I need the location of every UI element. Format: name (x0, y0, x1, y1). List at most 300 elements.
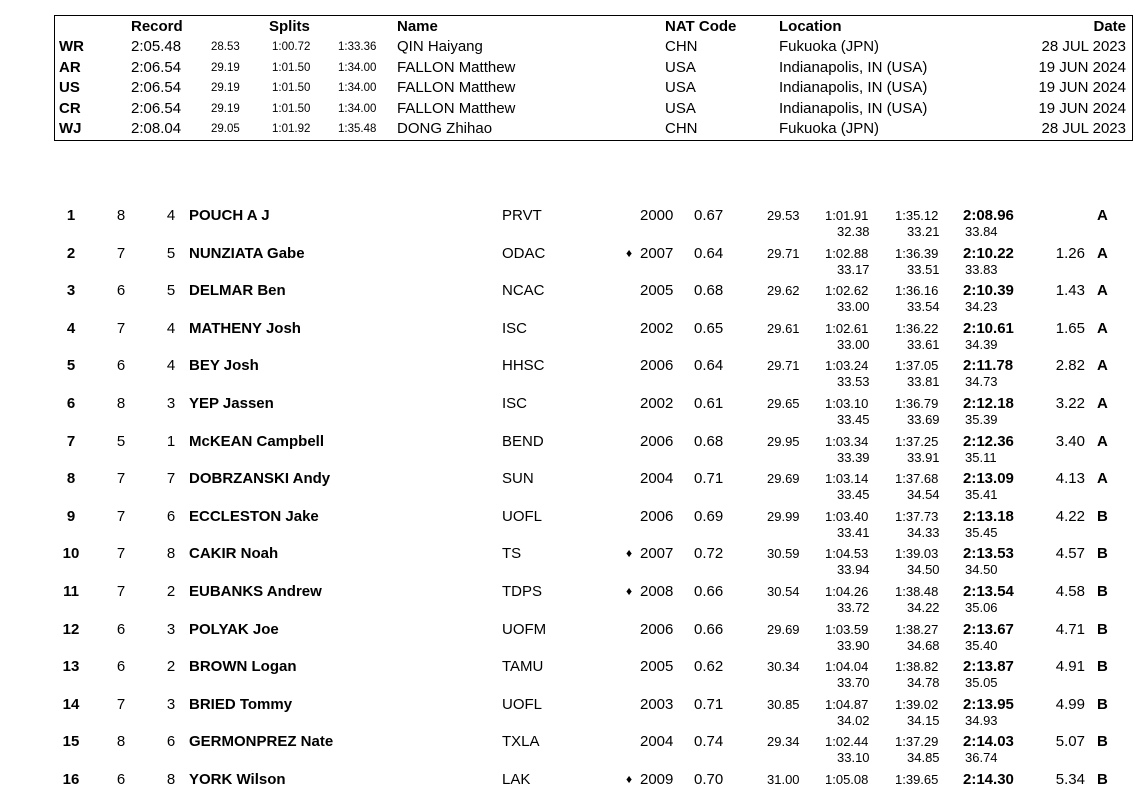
time-behind: 1.43 (1055, 282, 1085, 300)
split-50: 29.71 (767, 245, 800, 261)
team-code: ISC (502, 395, 528, 412)
swimmer-name: BEY Josh (189, 357, 259, 375)
record-time: 2:06.54 (131, 99, 182, 117)
split-50: 29.69 (767, 471, 800, 487)
record-nat-code: USA (665, 79, 696, 97)
split-100: 1:04.04 (825, 659, 869, 675)
record-code: WR (59, 38, 84, 55)
record-nat-code: CHN (665, 38, 698, 55)
split-50: 29.99 (767, 508, 800, 524)
diamond-marker: ♦ (626, 245, 633, 260)
record-split-100: 1:01.50 (272, 102, 311, 115)
split-150: 1:39.02 (895, 696, 939, 712)
reaction-time: 0.64 (694, 357, 724, 375)
time-behind: 4.71 (1055, 620, 1085, 638)
result-place: 3 (66, 282, 76, 300)
final-time: 2:13.09 (963, 470, 1014, 488)
birth-year: 2000 (640, 207, 674, 224)
record-split-50: 29.19 (211, 61, 240, 74)
time-behind: 5.07 (1055, 733, 1085, 751)
reaction-time: 0.64 (694, 244, 724, 262)
time-behind: 3.40 (1055, 432, 1085, 450)
split-100: 1:02.61 (825, 320, 869, 336)
time-standard: B (1097, 507, 1108, 525)
result-heat: 8 (116, 733, 126, 751)
final-time: 2:13.53 (963, 545, 1014, 563)
time-behind: 4.57 (1055, 545, 1085, 563)
lap-split-2: 33.00 (837, 299, 870, 315)
time-standard: B (1097, 733, 1108, 751)
team-code: UOFM (502, 620, 547, 638)
final-time: 2:13.54 (963, 583, 1014, 600)
record-split-50: 29.05 (211, 123, 240, 136)
reaction-time: 0.71 (694, 695, 724, 713)
team-code: TDPS (502, 583, 543, 600)
lap-split-4: 34.50 (965, 562, 998, 578)
lap-split-3: 34.68 (907, 637, 940, 653)
lap-split-2: 32.38 (837, 224, 870, 239)
record-location: Indianapolis, IN (USA) (779, 58, 928, 76)
reaction-time: 0.71 (694, 470, 724, 488)
split-100: 1:04.53 (825, 546, 869, 562)
lap-split-3: 34.54 (907, 487, 940, 503)
result-place: 14 (62, 695, 80, 713)
birth-year: 2005 (640, 658, 674, 676)
records-header-location: Location (779, 18, 842, 35)
result-place: 10 (62, 545, 80, 563)
reaction-time: 0.72 (694, 545, 724, 563)
result-row (0, 470, 1144, 508)
lap-split-2: 33.53 (837, 374, 870, 390)
split-50: 29.34 (767, 734, 800, 750)
result-place: 7 (66, 432, 76, 450)
record-split-100: 1:00.72 (272, 41, 311, 53)
lap-split-3: 33.51 (907, 261, 940, 277)
result-lane: 6 (166, 733, 176, 751)
swimmer-name: EUBANKS Andrew (189, 583, 322, 600)
lap-split-3: 34.78 (907, 675, 940, 691)
birth-year: 2003 (640, 695, 674, 713)
record-location: Fukuoka (JPN) (779, 120, 880, 138)
result-lane: 3 (166, 695, 176, 713)
final-time: 2:10.39 (963, 282, 1014, 300)
birth-year: 2007 (640, 545, 674, 563)
result-lane: 4 (166, 319, 176, 337)
lap-split-2: 33.10 (837, 750, 870, 766)
split-100: 1:05.08 (825, 772, 869, 787)
result-lane: 8 (166, 771, 176, 788)
split-50: 29.62 (767, 283, 800, 299)
record-nat-code: USA (665, 99, 696, 117)
result-place: 12 (62, 620, 80, 638)
lap-split-4: 35.39 (965, 412, 998, 427)
split-150: 1:39.03 (895, 546, 939, 562)
split-150: 1:38.27 (895, 621, 939, 637)
lap-split-3: 33.54 (907, 299, 940, 315)
result-lane: 3 (166, 395, 176, 412)
record-date: 19 JUN 2024 (1038, 79, 1126, 97)
swimmer-name: GERMONPREZ Nate (189, 733, 334, 751)
time-behind: 4.99 (1055, 695, 1085, 713)
record-split-50: 29.19 (211, 82, 240, 95)
split-150: 1:37.25 (895, 433, 939, 449)
record-code: AR (59, 58, 81, 76)
swimmer-name: POLYAK Joe (189, 620, 279, 638)
record-split-50: 28.53 (211, 41, 240, 53)
time-standard: B (1097, 695, 1108, 713)
split-50: 29.95 (767, 433, 800, 449)
time-standard: A (1097, 395, 1108, 412)
record-split-150: 1:35.48 (338, 123, 377, 136)
team-code: HHSC (502, 357, 545, 375)
result-heat: 6 (116, 282, 126, 300)
result-row (0, 282, 1144, 320)
lap-split-2: 33.45 (837, 412, 870, 427)
team-code: ISC (502, 319, 528, 337)
record-holder-name: FALLON Matthew (397, 99, 516, 117)
swimmer-name: POUCH A J (189, 207, 270, 224)
final-time: 2:10.61 (963, 319, 1014, 337)
team-code: TXLA (502, 733, 540, 751)
split-150: 1:38.48 (895, 584, 939, 599)
record-split-150: 1:34.00 (338, 82, 377, 95)
split-100: 1:02.88 (825, 245, 869, 261)
team-code: UOFL (502, 695, 543, 713)
lap-split-4: 35.45 (965, 524, 998, 540)
lap-split-3: 34.33 (907, 524, 940, 540)
reaction-time: 0.66 (694, 583, 724, 600)
record-date: 19 JUN 2024 (1038, 58, 1126, 76)
time-behind: 3.22 (1055, 395, 1085, 412)
records-header-name: Name (397, 18, 438, 35)
record-split-50: 29.19 (211, 102, 240, 115)
lap-split-3: 33.91 (907, 449, 940, 465)
lap-split-4: 33.84 (965, 224, 998, 239)
result-heat: 7 (116, 695, 126, 713)
lap-split-3: 34.15 (907, 712, 940, 728)
record-holder-name: FALLON Matthew (397, 79, 516, 97)
final-time: 2:12.18 (963, 395, 1014, 412)
reaction-time: 0.67 (694, 207, 724, 224)
birth-year: 2002 (640, 319, 674, 337)
result-place: 13 (62, 658, 80, 676)
record-date: 28 JUL 2023 (1041, 38, 1126, 55)
team-code: PRVT (502, 207, 542, 224)
result-place: 11 (63, 583, 79, 600)
records-header-date: Date (1093, 18, 1126, 35)
time-standard: B (1097, 620, 1108, 638)
lap-split-3: 34.22 (907, 600, 940, 615)
record-holder-name: QIN Haiyang (397, 38, 483, 55)
swimmer-name: BRIED Tommy (189, 695, 293, 713)
result-row (0, 395, 1144, 433)
lap-split-4: 35.05 (965, 675, 998, 691)
result-place: 4 (66, 319, 76, 337)
record-code: US (59, 79, 80, 97)
time-standard: A (1097, 282, 1108, 300)
team-code: NCAC (502, 282, 545, 300)
lap-split-4: 35.40 (965, 637, 998, 653)
split-150: 1:36.79 (895, 396, 939, 411)
split-150: 1:37.29 (895, 734, 939, 750)
result-row (0, 658, 1144, 696)
lap-split-4: 34.23 (965, 299, 998, 315)
split-100: 1:03.24 (825, 358, 869, 374)
split-100: 1:04.26 (825, 584, 869, 599)
final-time: 2:10.22 (963, 244, 1014, 262)
split-100: 1:03.10 (825, 396, 869, 411)
record-nat-code: USA (665, 58, 696, 76)
lap-split-4: 35.11 (965, 449, 997, 465)
records-header-splits: Splits (269, 18, 310, 35)
time-standard: A (1097, 319, 1108, 337)
result-row (0, 621, 1144, 659)
birth-year: 2006 (640, 620, 674, 638)
swimmer-name: ECCLESTON Jake (189, 507, 319, 525)
split-100: 1:03.40 (825, 508, 869, 524)
split-100: 1:01.91 (825, 208, 869, 223)
result-heat: 8 (116, 207, 126, 224)
final-time: 2:08.96 (963, 207, 1014, 224)
diamond-marker: ♦ (626, 584, 633, 598)
split-50: 29.53 (767, 208, 800, 223)
record-split-150: 1:34.00 (338, 61, 377, 74)
result-place: 1 (66, 207, 76, 224)
lap-split-4: 33.83 (965, 261, 998, 277)
reaction-time: 0.61 (694, 395, 724, 412)
result-heat: 7 (116, 545, 126, 563)
lap-split-2: 33.90 (837, 637, 870, 653)
record-location: Indianapolis, IN (USA) (779, 79, 928, 97)
split-50: 29.69 (767, 621, 800, 637)
result-lane: 6 (166, 507, 176, 525)
record-holder-name: DONG Zhihao (397, 120, 493, 138)
result-place: 15 (62, 733, 80, 751)
record-time: 2:06.54 (131, 79, 182, 97)
reaction-time: 0.68 (694, 432, 724, 450)
lap-split-3: 33.81 (907, 374, 940, 390)
split-150: 1:36.16 (895, 283, 939, 299)
result-row (0, 508, 1144, 546)
swimmer-name: MATHENY Josh (189, 319, 301, 337)
lap-split-2: 33.45 (837, 487, 870, 503)
time-standard: B (1097, 658, 1108, 676)
birth-year: 2009 (640, 771, 674, 788)
result-row (0, 583, 1144, 621)
split-150: 1:35.12 (895, 208, 939, 223)
time-behind: 4.91 (1055, 658, 1085, 676)
lap-split-3: 33.21 (907, 224, 940, 239)
split-50: 30.85 (767, 696, 800, 712)
result-lane: 3 (166, 620, 176, 638)
lap-split-3: 34.85 (907, 750, 940, 766)
reaction-time: 0.69 (694, 507, 724, 525)
split-100: 1:02.62 (825, 283, 869, 299)
birth-year: 2006 (640, 507, 674, 525)
split-150: 1:36.22 (895, 320, 939, 336)
result-place: 5 (66, 357, 76, 375)
split-100: 1:02.44 (825, 734, 869, 750)
record-split-150: 1:33.36 (338, 41, 377, 53)
record-split-150: 1:34.00 (338, 102, 377, 115)
time-standard: B (1097, 583, 1108, 600)
result-heat: 6 (116, 620, 126, 638)
split-150: 1:38.82 (895, 659, 939, 675)
split-100: 1:04.87 (825, 696, 869, 712)
record-nat-code: CHN (665, 120, 698, 138)
lap-split-4: 35.06 (965, 600, 998, 615)
diamond-marker: ♦ (626, 772, 633, 786)
final-time: 2:14.03 (963, 733, 1014, 751)
split-50: 30.34 (767, 659, 800, 675)
lap-split-2: 33.17 (837, 261, 870, 277)
swimmer-name: CAKIR Noah (189, 545, 279, 563)
birth-year: 2008 (640, 583, 674, 600)
final-time: 2:14.30 (963, 771, 1014, 788)
team-code: ODAC (502, 244, 546, 262)
reaction-time: 0.70 (694, 771, 724, 788)
reaction-time: 0.74 (694, 733, 724, 751)
time-standard: A (1097, 470, 1108, 488)
record-split-100: 1:01.50 (272, 61, 311, 74)
time-behind: 4.22 (1055, 507, 1085, 525)
result-row (0, 545, 1144, 583)
result-lane: 4 (166, 207, 176, 224)
result-heat: 6 (116, 658, 126, 676)
record-location: Fukuoka (JPN) (779, 38, 880, 55)
diamond-marker: ♦ (626, 546, 633, 561)
time-standard: A (1097, 432, 1108, 450)
time-behind: 5.34 (1055, 771, 1085, 788)
result-row (0, 696, 1144, 734)
result-row (0, 733, 1144, 771)
lap-split-2: 34.02 (837, 712, 870, 728)
record-date: 28 JUL 2023 (1041, 120, 1126, 138)
record-code: WJ (59, 120, 82, 138)
lap-split-2: 33.72 (837, 600, 870, 615)
split-100: 1:03.14 (825, 471, 869, 487)
result-lane: 8 (166, 545, 176, 563)
split-150: 1:37.05 (895, 358, 939, 374)
lap-split-4: 36.74 (965, 750, 998, 766)
record-location: Indianapolis, IN (USA) (779, 99, 928, 117)
result-heat: 7 (116, 319, 126, 337)
time-standard: B (1097, 545, 1108, 563)
final-time: 2:13.67 (963, 620, 1014, 638)
result-place: 6 (66, 395, 76, 412)
lap-split-4: 34.73 (965, 374, 998, 390)
swimmer-name: McKEAN Campbell (189, 432, 325, 450)
record-time: 2:08.04 (131, 120, 182, 138)
final-time: 2:13.95 (963, 695, 1014, 713)
lap-split-4: 34.39 (965, 336, 998, 352)
result-row (0, 245, 1144, 283)
result-heat: 7 (116, 583, 126, 600)
result-lane: 1 (166, 432, 176, 450)
result-heat: 7 (116, 470, 126, 488)
team-code: LAK (502, 771, 531, 788)
record-code: CR (59, 99, 81, 117)
time-standard: A (1097, 357, 1108, 375)
time-behind: 1.26 (1055, 244, 1085, 262)
result-lane: 2 (166, 583, 176, 600)
result-lane: 5 (166, 282, 176, 300)
split-50: 30.59 (767, 546, 800, 562)
result-heat: 5 (116, 432, 126, 450)
lap-split-4: 35.41 (965, 487, 998, 503)
record-time: 2:05.48 (131, 38, 182, 55)
record-split-100: 1:01.50 (272, 82, 311, 95)
result-row (0, 357, 1144, 395)
record-split-100: 1:01.92 (272, 123, 311, 136)
reaction-time: 0.66 (694, 620, 724, 638)
result-heat: 7 (116, 244, 126, 262)
split-50: 30.54 (767, 584, 800, 599)
final-time: 2:13.87 (963, 658, 1014, 676)
final-time: 2:13.18 (963, 507, 1014, 525)
result-place: 16 (62, 771, 80, 788)
time-behind: 1.65 (1055, 319, 1085, 337)
record-holder-name: FALLON Matthew (397, 58, 516, 76)
lap-split-4: 34.93 (965, 712, 998, 728)
birth-year: 2006 (640, 432, 674, 450)
lap-split-3: 34.50 (907, 562, 940, 578)
time-behind: 4.13 (1055, 470, 1085, 488)
split-150: 1:39.65 (895, 772, 939, 787)
result-heat: 7 (116, 507, 126, 525)
split-100: 1:03.59 (825, 621, 869, 637)
final-time: 2:11.78 (963, 357, 1014, 375)
lap-split-2: 33.41 (837, 524, 870, 540)
split-50: 31.00 (767, 772, 800, 787)
result-place: 9 (66, 507, 76, 525)
time-standard: A (1097, 244, 1108, 262)
result-place: 8 (66, 470, 76, 488)
split-50: 29.61 (767, 320, 800, 336)
time-behind: 4.58 (1055, 583, 1085, 600)
birth-year: 2006 (640, 357, 674, 375)
result-lane: 4 (166, 357, 176, 375)
split-50: 29.65 (767, 396, 800, 411)
reaction-time: 0.65 (694, 319, 724, 337)
split-150: 1:36.39 (895, 245, 939, 261)
result-heat: 8 (116, 395, 126, 412)
result-row (0, 207, 1144, 245)
result-heat: 6 (116, 357, 126, 375)
lap-split-3: 33.69 (907, 412, 940, 427)
time-behind: 2.82 (1055, 357, 1085, 375)
swimmer-name: NUNZIATA Gabe (189, 244, 305, 262)
split-150: 1:37.68 (895, 471, 939, 487)
lap-split-2: 33.39 (837, 449, 870, 465)
birth-year: 2005 (640, 282, 674, 300)
result-place: 2 (66, 244, 76, 262)
team-code: TAMU (502, 658, 544, 676)
reaction-time: 0.68 (694, 282, 724, 300)
split-50: 29.71 (767, 358, 800, 374)
reaction-time: 0.62 (694, 658, 724, 676)
result-heat: 6 (116, 771, 126, 788)
lap-split-2: 33.70 (837, 675, 870, 691)
swimmer-name: DOBRZANSKI Andy (189, 470, 331, 488)
result-lane: 5 (166, 244, 176, 262)
birth-year: 2004 (640, 470, 674, 488)
time-standard: A (1097, 207, 1108, 224)
split-150: 1:37.73 (895, 508, 939, 524)
result-row (0, 771, 1144, 809)
lap-split-2: 33.94 (837, 562, 870, 578)
team-code: BEND (502, 432, 544, 450)
